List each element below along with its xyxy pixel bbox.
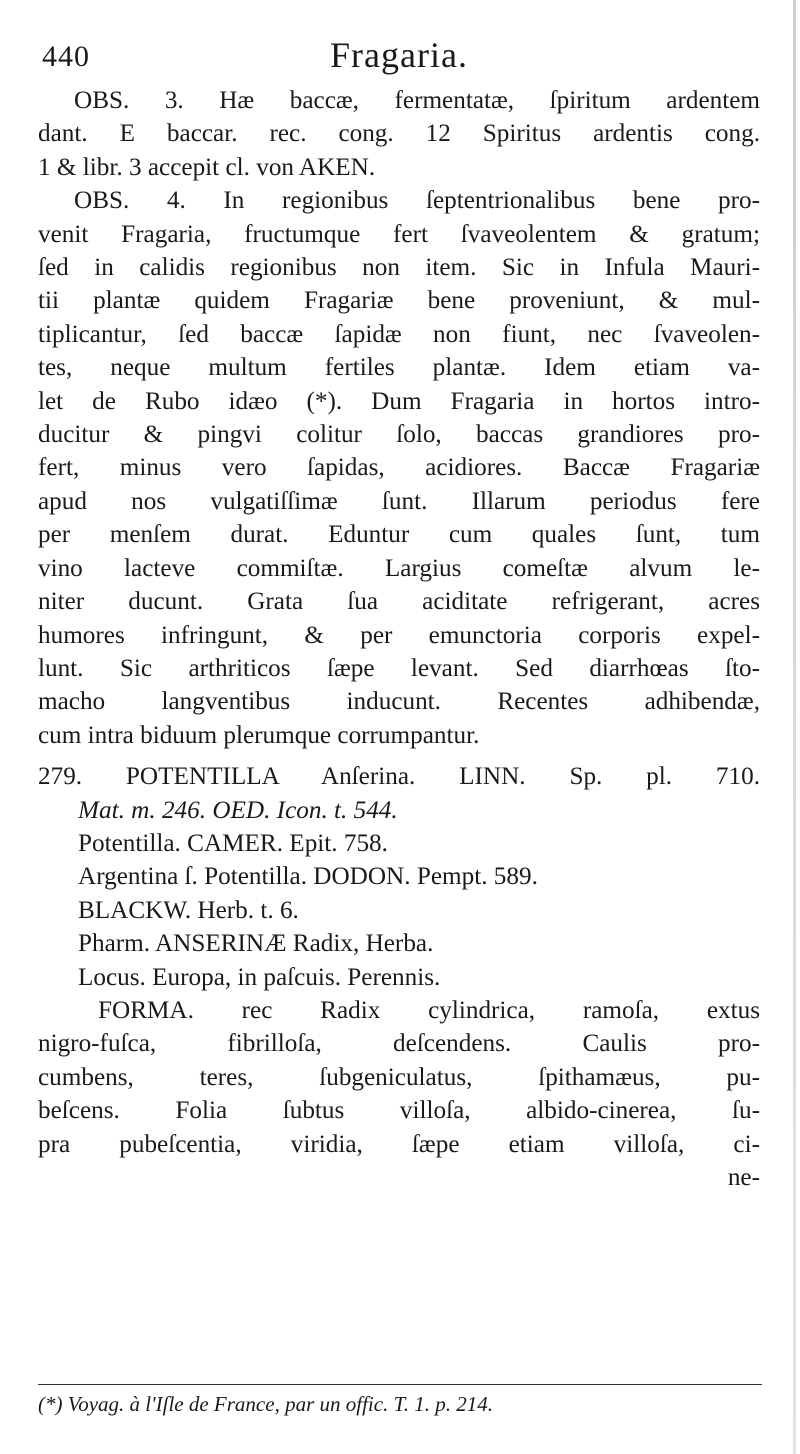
page-edge: [793, 0, 796, 1454]
text-line: ducitur & pingvi colitur ſolo, baccas grandiores pro-: [38, 421, 760, 449]
text-line: OBS. 4. In regionibus ſeptentrionalibus bene pro-: [74, 187, 760, 215]
text-line: fert, minus vero ſapidas, acidiores. Baccæ Fragariæ: [38, 454, 760, 482]
text-line: niter ducunt. Grata ſua aciditate refrigerant, acres: [38, 588, 760, 616]
footnote: (*) Voyag. à l'Iſle de France, par un offic. T. 1. p. 214.: [38, 1392, 493, 1416]
text-line: macho langventibus inducunt. Recentes adhibendæ,: [38, 688, 760, 716]
text-line: OBS. 3. Hæ baccæ, fermentatæ, ſpiritum ardentem: [74, 87, 760, 114]
text-line: cum intra biduum plerumque corrumpantur.: [38, 721, 480, 749]
forma-line: FORMA. rec Radix cylindrica, ramoſa, extus: [98, 996, 760, 1024]
catchword: ne-: [727, 1164, 760, 1191]
synonym-line: Potentilla. CAMER. Epit. 758.: [78, 829, 388, 857]
text-line: apud nos vulgatiſſimæ ſunt. Illarum periodus fere: [38, 487, 760, 515]
text-line: tii plantæ quidem Fragariæ bene proveniunt, & mul-: [38, 287, 760, 315]
text-line: dant. E baccar. rec. cong. 12 Spiritus ardentis cong.: [38, 120, 760, 148]
description-line: pra pubeſcentia, viridia, ſæpe etiam villoſa, ci-: [38, 1130, 760, 1158]
synonym-line: Mat. m. 246. OED. Icon. t. 544.: [78, 796, 398, 824]
observations-text: [38, 84, 760, 1194]
text-line: tes, neque multum fertiles plantæ. Idem etiam va-: [38, 354, 760, 382]
pharm-line: Pharm. ANSERINÆ Radix, Herba.: [78, 930, 434, 958]
locus-line: Locus. Europa, in paſcuis. Perennis.: [78, 963, 441, 991]
text-line: humores infringunt, & per emunctoria corporis expel-: [38, 621, 760, 649]
running-title: Fragaria.: [330, 35, 468, 75]
species-heading: 279. POTENTILLA Anſerina. LINN. Sp. pl. 710.: [38, 763, 760, 791]
description-line: beſcens. Folia ſubtus villoſa, albido-cinerea, ſu-: [38, 1097, 760, 1125]
text-line: lunt. Sic arthriticos ſæpe levant. Sed diarrhœas ſto-: [38, 654, 760, 682]
text-line: ſed in calidis regionibus non item. Sic in Infula Mauri-: [38, 254, 760, 282]
page-number: 440: [42, 40, 90, 73]
text-line: tiplicantur, ſed baccæ ſapidæ non fiunt, nec ſvaveolen-: [38, 320, 760, 348]
synonym-line: Argentina ſ. Potentilla. DODON. Pempt. 589.: [78, 863, 538, 891]
text-line: let de Rubo idæo (*). Dum Fragaria in hortos intro-: [38, 387, 760, 415]
footnote-rule: [38, 1384, 762, 1385]
text-line: 1 & libr. 3 accepit cl. von AKEN.: [38, 153, 376, 181]
text-line: vino lacteve commiſtæ. Largius comeſtæ alvum le-: [38, 554, 760, 582]
description-line: cumbens, teres, ſubgeniculatus, ſpithamæus, pu-: [38, 1063, 760, 1091]
section-gap: [38, 752, 760, 760]
text-line: venit Fragaria, fructumque fert ſvaveolentem & gratum;: [38, 220, 760, 248]
description-line: nigro-fuſca, fibrilloſa, deſcendens. Caulis pro-: [38, 1030, 760, 1058]
text-line: per menſem durat. Eduntur cum quales ſunt, tum: [38, 521, 760, 549]
synonym-line: BLACKW. Herb. t. 6.: [78, 896, 299, 924]
page-header: [38, 20, 760, 84]
